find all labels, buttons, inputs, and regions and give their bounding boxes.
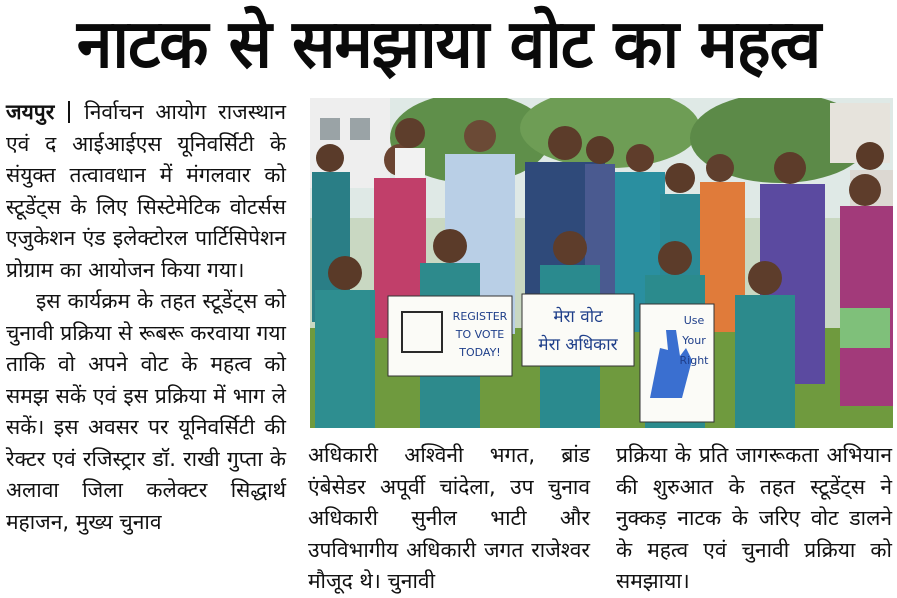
- paragraph-program: इस कार्यक्रम के तहत स्टूडेंट्स को चुनावी प्रक्रिया से रूबरू करवाया गया ताकि वो अपने वोट के महत्व को समझ सकें एवं इस प्रक्रिया में भाग ले सकें। इस अवसर पर यूनिवर्सिटी की रेक्टर एवं रजिस्ट्रार डॉ. राखी गुप्ता के अलावा जिला कलेक्टर सिद्धार्थ महाजन, मुख्य चुनाव: [6, 289, 286, 534]
- placard-middle-line2: मेरा अधिकार: [538, 335, 618, 355]
- placard-middle-line1: मेरा वोट: [553, 307, 603, 327]
- article-column-left: [6, 97, 286, 538]
- green-folder: [840, 308, 890, 348]
- news-photo: [310, 98, 893, 428]
- paragraph-officials: अधिकारी अश्विनी भगत, ब्रांड एंबेसेडर अपूर्वी चांदेला, उप चुनाव अधिकारी सुनील भाटी और उपविभागीय अधिकारी जगत राजेश्वर मौजूद थे। चुनावी: [308, 443, 590, 593]
- article-column-right: [616, 440, 892, 598]
- placard-left-line1: REGISTER: [452, 310, 508, 323]
- paragraph-street-play: प्रक्रिया के प्रति जागरूकता अभियान की शुरुआत के तहत स्टूडेंट्स ने नुक्कड़ नाटक के जरिए वोट डालने के महत्व एवं चुनावी प्रक्रिया को समझाया।: [616, 443, 892, 593]
- placard-right-line3: Right: [679, 354, 709, 367]
- headline: नाटक से समझाया वोट का महत्व: [76, 6, 821, 84]
- placard-mera-vote: [522, 294, 634, 366]
- paragraph-intro-text: निर्वाचन आयोग राजस्थान एवं द आईआईएस यूनिवर्सिटी के संयुक्त तत्वावधान में मंगलवार को स्टूडेंट्स के लिए सिस्टेमेटिक वोटर्सस एजुकेशन एंड इलेक्टोरल पार्टिसिपेशन प्रोग्राम का आयोजन किया गया।: [6, 100, 286, 282]
- placard-right-line1: Use: [683, 314, 705, 327]
- placard-right-line2: Your: [682, 334, 706, 347]
- placard-register-to-vote: [388, 296, 512, 376]
- dateline-separator: [68, 101, 70, 123]
- paragraph-intro: [6, 97, 286, 286]
- placard-left-line3: TODAY!: [459, 346, 501, 359]
- article-column-middle: [308, 440, 590, 598]
- dateline: जयपुर: [6, 100, 55, 124]
- placard-use-your-right: [640, 304, 714, 422]
- placard-left-line2: TO VOTE: [455, 328, 505, 341]
- news-photo-illustration: [310, 98, 893, 428]
